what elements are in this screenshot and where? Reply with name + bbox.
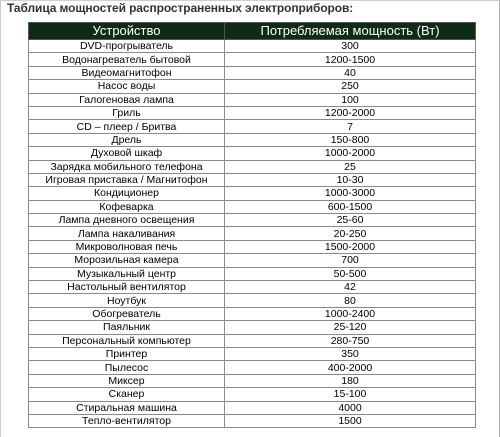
power-cell: 100: [225, 93, 476, 106]
table-row: [29, 40, 476, 53]
table-row: [29, 294, 476, 307]
table-row: [29, 214, 476, 227]
device-cell: Принтер: [29, 347, 225, 360]
device-cell: Галогеновая лампа: [29, 93, 225, 106]
table-row: [29, 321, 476, 334]
power-cell: 180: [225, 374, 476, 387]
power-cell: 42: [225, 281, 476, 294]
table-row: [29, 66, 476, 79]
table-row: [29, 307, 476, 320]
device-cell: Музыкальный центр: [29, 267, 225, 280]
table-row: [29, 106, 476, 119]
power-cell: 80: [225, 294, 476, 307]
device-cell: Микроволновая печь: [29, 240, 225, 253]
column-header-device: Устройство: [29, 23, 225, 40]
power-cell: 1000-2000: [225, 147, 476, 160]
device-cell: Лампа накаливания: [29, 227, 225, 240]
device-cell: Паяльник: [29, 321, 225, 334]
table-row: [29, 200, 476, 213]
power-cell: 600-1500: [225, 200, 476, 213]
table-row: [29, 240, 476, 253]
power-cell: 700: [225, 254, 476, 267]
table-row: [29, 227, 476, 240]
device-cell: Лампа дневного освещения: [29, 214, 225, 227]
column-header-power: Потребляемая мощность (Вт): [225, 23, 476, 40]
device-cell: Гриль: [29, 106, 225, 119]
table-body: [29, 40, 476, 428]
table-row: [29, 374, 476, 387]
device-cell: Водонагреватель бытовой: [29, 53, 225, 66]
table-row: [29, 120, 476, 133]
power-cell: 40: [225, 66, 476, 79]
power-cell: 25-60: [225, 214, 476, 227]
device-cell: Персональный компьютер: [29, 334, 225, 347]
power-cell: 7: [225, 120, 476, 133]
device-cell: Сканер: [29, 388, 225, 401]
power-cell: 1500-2000: [225, 240, 476, 253]
device-cell: Зарядка мобильного телефона: [29, 160, 225, 173]
power-cell: 10-30: [225, 173, 476, 186]
table-row: [29, 267, 476, 280]
device-cell: Дрель: [29, 133, 225, 146]
table-row: [29, 334, 476, 347]
table-row: [29, 80, 476, 93]
table-row: [29, 133, 476, 146]
power-cell: 400-2000: [225, 361, 476, 374]
device-cell: Ноутбук: [29, 294, 225, 307]
power-cell: 1000-2400: [225, 307, 476, 320]
power-cell: 1500: [225, 414, 476, 427]
power-cell: 1200-2000: [225, 106, 476, 119]
power-cell: 300: [225, 40, 476, 53]
table-row: [29, 173, 476, 186]
device-cell: Миксер: [29, 374, 225, 387]
device-cell: Насос воды: [29, 80, 225, 93]
power-cell: 50-500: [225, 267, 476, 280]
table-row: [29, 160, 476, 173]
device-cell: Духовой шкаф: [29, 147, 225, 160]
power-cell: 1000-3000: [225, 187, 476, 200]
table-row: [29, 187, 476, 200]
table-row: [29, 281, 476, 294]
table-row: [29, 93, 476, 106]
device-cell: Пылесос: [29, 361, 225, 374]
table-row: [29, 254, 476, 267]
table-row: [29, 388, 476, 401]
table-header-row: [29, 23, 476, 40]
device-cell: DVD-прогрыватель: [29, 40, 225, 53]
device-cell: Видеомагнитофон: [29, 66, 225, 79]
table-row: [29, 414, 476, 427]
table-row: [29, 53, 476, 66]
table-caption: Таблица мощностей распространенных электроприборов:: [7, 1, 354, 15]
power-cell: 250: [225, 80, 476, 93]
device-cell: Настольный вентилятор: [29, 281, 225, 294]
device-cell: Игровая приставка / Магнитофон: [29, 173, 225, 186]
power-cell: 25-120: [225, 321, 476, 334]
power-cell: 280-750: [225, 334, 476, 347]
power-cell: 1200-1500: [225, 53, 476, 66]
device-cell: Тепло-вентилятор: [29, 414, 225, 427]
table-row: [29, 147, 476, 160]
device-cell: Кондиционер: [29, 187, 225, 200]
device-cell: Кофеварка: [29, 200, 225, 213]
device-cell: Стиральная машина: [29, 401, 225, 414]
device-cell: Морозильная камера: [29, 254, 225, 267]
table-row: [29, 347, 476, 360]
device-cell: Обогреватель: [29, 307, 225, 320]
table-row: [29, 361, 476, 374]
table-row: [29, 401, 476, 414]
power-cell: 150-800: [225, 133, 476, 146]
power-cell: 20-250: [225, 227, 476, 240]
device-cell: CD – плеер / Бритва: [29, 120, 225, 133]
power-cell: 4000: [225, 401, 476, 414]
power-table: [28, 22, 476, 428]
power-cell: 25: [225, 160, 476, 173]
power-cell: 350: [225, 347, 476, 360]
power-cell: 15-100: [225, 388, 476, 401]
